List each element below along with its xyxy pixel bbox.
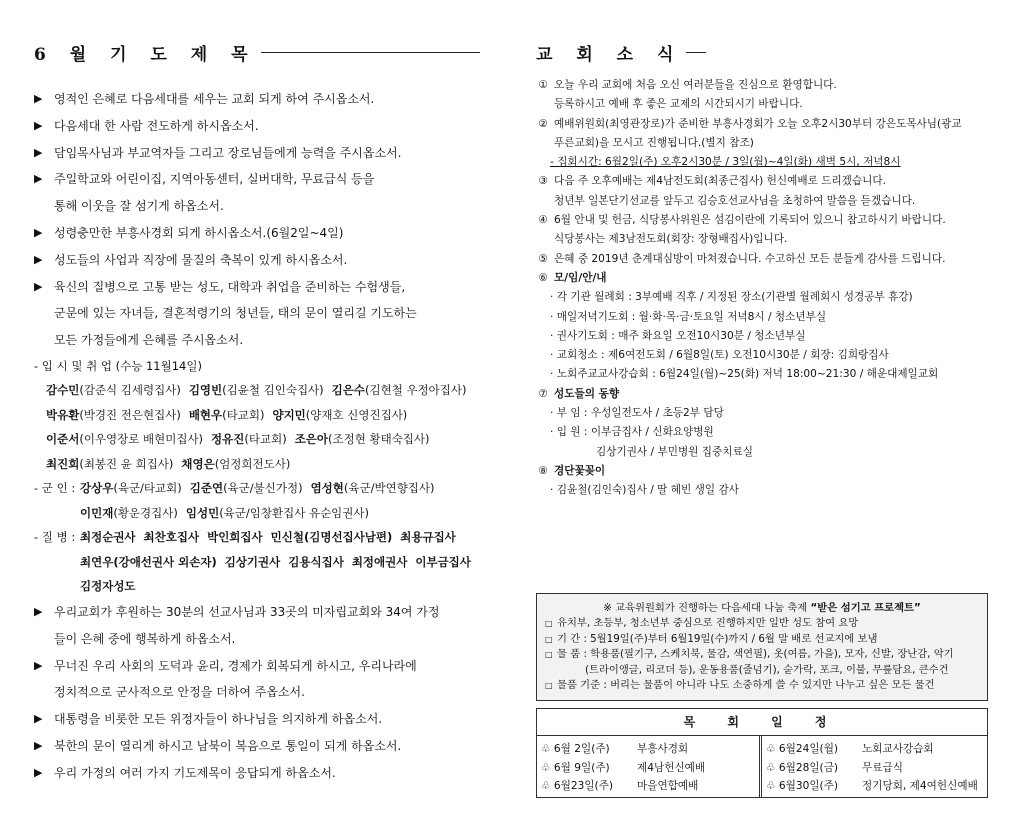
news-text: 성도들의 동향 — [554, 387, 620, 400]
project-item — [537, 632, 987, 648]
name-list — [80, 501, 377, 526]
person-note: (김윤철 김인숙집사) — [222, 383, 324, 398]
news-text: · 권사기도회 : 매주 화요일 오전10시30분 / 청소년부실 — [550, 329, 806, 342]
news-item — [536, 404, 990, 423]
schedule-title: 목 회 일 정 — [537, 709, 987, 736]
person — [271, 530, 393, 544]
bullet-triangle-icon: ▶ — [34, 658, 43, 672]
schedule-event: 정기당회, 제4여헌신예배 — [862, 780, 978, 792]
prayer-text: 대통령을 비롯한 모든 위정자들이 하나님을 의지하게 하옵소서. — [54, 712, 383, 727]
news-item — [536, 153, 990, 172]
news-item — [536, 443, 990, 462]
prayer-item — [34, 626, 480, 653]
bullet-triangle-icon: ▶ — [34, 92, 43, 105]
person-name: 김정자성도 — [80, 579, 136, 594]
news-item — [536, 211, 990, 230]
news-title: 교 회 소 식 — [536, 45, 683, 65]
person-name: 이준서 — [46, 432, 80, 447]
project-text: 물 품 : 학용품(필기구, 스케치북, 물감, 색연필), 옷(여름, 가을), 모자, 신발, 장난감, 악기 — [557, 648, 954, 660]
prayer-item — [34, 274, 480, 301]
project-item — [537, 647, 987, 663]
person — [80, 481, 182, 495]
prayer-text: 영적인 은혜로 다음세대를 세우는 교회 되게 하여 주시옵소서. — [54, 92, 375, 106]
news-number: ⑤ — [538, 252, 548, 265]
person-name: 김상기권사 — [224, 554, 281, 569]
news-number: ④ — [538, 214, 548, 227]
news-item — [536, 115, 990, 134]
schedule-box — [536, 708, 988, 798]
person-note: (최봉진 윤 희집사) — [79, 456, 174, 471]
person — [80, 555, 217, 569]
person-name: 배현우 — [188, 407, 223, 422]
person-name: 김용식집사 — [288, 554, 344, 569]
prayer-item — [34, 300, 480, 327]
bullet-triangle-icon: ▶ — [34, 252, 43, 266]
name-list — [46, 403, 415, 428]
schedule-event: 마을연합예배 — [637, 780, 699, 792]
news-text: 푸른교회)을 모시고 진행됩니다.(별지 참조) — [554, 136, 754, 149]
person-name: 김은수 — [331, 383, 365, 398]
person-name: 김준연 — [189, 481, 224, 496]
person-note: (엄정희전도사) — [214, 456, 291, 471]
clover-icon: ♧ — [541, 743, 554, 755]
news-item — [536, 250, 990, 269]
name-row — [34, 501, 480, 526]
news-item — [536, 462, 990, 481]
news-text: 다음 주 오후예배는 제4남전도회(최종근집사) 헌신예배로 드리겠습니다. — [554, 175, 886, 188]
bullet-triangle-icon: ▶ — [34, 145, 43, 159]
prayer-item — [34, 140, 480, 167]
news-item — [536, 192, 990, 211]
news-number: ① — [538, 79, 548, 91]
news-item — [536, 423, 990, 442]
news-number: ⑦ — [538, 387, 548, 400]
bullet-triangle-icon: ▶ — [34, 765, 43, 779]
news-item — [536, 308, 990, 327]
square-bullet-icon: □ — [545, 650, 553, 659]
person-note: (이우영장로 배현미집사) — [79, 432, 204, 447]
prayer-item — [34, 247, 480, 274]
person-name: 최용규집사 — [400, 530, 456, 545]
square-bullet-icon: □ — [545, 619, 553, 628]
person-note: (육군/불신가정) — [223, 481, 303, 496]
name-list — [46, 378, 474, 403]
schedule-event: 부흥사경회 — [637, 743, 689, 755]
news-item — [536, 134, 990, 153]
schedule-date — [766, 740, 846, 759]
name-row — [34, 378, 480, 403]
news-text: 모/임/안/내 — [554, 271, 607, 284]
schedule-date — [541, 740, 621, 759]
bullet-triangle-icon: ▶ — [34, 604, 43, 618]
news-item — [536, 365, 990, 384]
prayer-text: 우리교회가 후원하는 30분의 선교사님과 33곳의 미자립교회와 34여 가정 — [54, 604, 440, 619]
date-text: 6월 2일(주) — [553, 743, 610, 755]
schedule-left — [537, 736, 762, 798]
prayer-text: 무너진 우리 사회의 도덕과 윤리, 경제가 회복되게 하시고, 우리나라에 — [54, 658, 417, 673]
bullet-triangle-icon: ▶ — [34, 172, 43, 186]
person-note: (조정현 황태숙집사) — [328, 432, 430, 447]
person-note: (박경진 전은현집사) — [79, 407, 181, 422]
person-name: 최찬호집사 — [143, 530, 200, 545]
prayer-text: 주일학교와 어린이집, 지역아동센터, 실버대학, 무료급식 등을 — [54, 172, 375, 187]
news-text: · 매일저녁기도회 : 월·화·목·금·토요일 저녁8시 / 청소년부실 — [550, 310, 827, 323]
prayer-item — [34, 220, 480, 247]
news-item — [536, 288, 990, 307]
project-text: 기 간 : 5월19일(주)부터 6월19일(수)까지 / 6월 말 배로 선교지에 보냄 — [557, 632, 878, 645]
person-note: (황운경집사) — [113, 505, 178, 520]
project-item — [537, 616, 987, 632]
news-item — [536, 346, 990, 365]
person-note: (타교회) — [244, 432, 287, 447]
person-name: 최정순권사 — [80, 530, 136, 545]
person-name: 이민재 — [80, 505, 114, 520]
person-name: 최연우(강애선권사 외손자) — [80, 554, 217, 569]
prayer-text: 다음세대 한 사람 전도하게 하시옵소서. — [54, 118, 259, 133]
prayer-item — [34, 113, 480, 140]
person-name: 채영은 — [181, 456, 215, 471]
prayer-text: 북한의 문이 열리게 하시고 남북이 복음으로 통일이 되게 하옵소서. — [54, 738, 402, 753]
prayer-item — [34, 760, 480, 787]
news-text: · 노회주교교사강습회 : 6월24일(월)~25(화) 저녁 18:00~21:30 / 해운대제일교회 — [550, 368, 939, 381]
person-name: 조은아 — [294, 432, 329, 447]
date-text: 6월 9일(주) — [553, 761, 610, 774]
category-label: - 질 병 : — [34, 530, 76, 545]
name-list — [80, 525, 464, 550]
person-name: 감수민 — [46, 383, 80, 398]
schedule-item — [766, 777, 987, 796]
name-row — [34, 476, 480, 501]
news-number: ⑥ — [538, 271, 548, 284]
news-text: 등록하시고 예배 후 좋은 교제의 시간되시기 바랍니다. — [554, 98, 803, 111]
person — [46, 457, 173, 471]
person — [225, 555, 281, 569]
date-text: 6월24일(월) — [778, 743, 839, 755]
news-text: 오늘 우리 교회에 처음 오신 여러분들을 진심으로 환영합니다. — [554, 79, 837, 91]
news-text: 청년부 일본단기선교를 앞두고 김승호선교사님을 초청하여 말씀을 듣겠습니다. — [554, 194, 916, 207]
news-text: 경단꽃꽂이 — [554, 464, 606, 477]
person — [189, 383, 324, 397]
prayer-text: 모든 가정들에게 은혜를 주시옵소서. — [54, 333, 244, 348]
schedule-item — [541, 777, 759, 796]
person — [189, 408, 265, 422]
news-item — [536, 172, 990, 191]
prayer-list — [34, 86, 480, 787]
bullet-triangle-icon: ▶ — [34, 225, 43, 239]
person — [352, 555, 408, 569]
schedule-date — [766, 759, 846, 778]
person — [288, 555, 344, 569]
prayer-item — [34, 86, 480, 113]
prayer-item — [34, 166, 480, 193]
person — [415, 555, 471, 569]
project-notice-title: ※ 교육위원회가 진행하는 다음세대 나눔 축제 “받은 섬기고 프로젝트” — [603, 602, 921, 614]
news-number: ⑧ — [538, 464, 548, 477]
prayer-text: 군문에 있는 자녀들, 결혼적령기의 청년들, 태의 문이 열리길 기도하는 — [54, 306, 417, 321]
name-row — [34, 574, 480, 599]
news-item — [536, 481, 990, 500]
person-note: (육군/박연향집사) — [343, 481, 435, 496]
news-item — [536, 327, 990, 346]
person — [332, 383, 467, 397]
news-item — [536, 76, 990, 95]
clover-icon: ♧ — [541, 761, 554, 774]
name-row — [34, 525, 480, 550]
person — [211, 432, 287, 446]
prayer-text: 우리 가정의 여러 가지 기도제목이 응답되게 하옵소서. — [54, 765, 336, 780]
bullet-triangle-icon: ▶ — [34, 118, 43, 132]
schedule-item — [541, 740, 759, 759]
schedule-item — [541, 759, 759, 778]
news-section-header — [536, 40, 706, 65]
person-note: (김현철 우정아집사) — [364, 383, 467, 398]
schedule-item — [766, 740, 987, 759]
clover-icon: ♧ — [766, 761, 779, 774]
news-text: 은혜 중 2019년 춘계대심방이 마쳐졌습니다. 수고하신 모든 분들게 감사를 드립니다. — [554, 252, 946, 265]
person — [46, 383, 181, 397]
project-text: 물품 기준 : 버리는 물품이 아니라 나도 소중하게 쓸 수 있지만 나누고 싶은 모든 물건 — [557, 679, 935, 691]
prayer-text: 담임목사님과 부교역자들 그리고 장로님들에게 능력을 주시옵소서. — [54, 145, 402, 160]
schedule-right — [762, 736, 987, 798]
prayer-text: 정치적으로 군사적으로 안정을 더하여 주옵소서. — [54, 685, 305, 700]
name-list — [80, 476, 443, 501]
clover-icon: ♧ — [541, 780, 554, 792]
person-name: 최정애권사 — [351, 554, 408, 569]
prayer-item — [34, 193, 480, 220]
project-item — [537, 663, 987, 679]
schedule-event: 무료급식 — [862, 761, 903, 774]
square-bullet-icon: □ — [545, 634, 553, 644]
name-row — [34, 550, 480, 575]
news-list — [536, 76, 990, 501]
prayer-text: 육신의 질병으로 고통 받는 성도, 대학과 취업을 준비하는 수험생들, — [54, 279, 406, 294]
person-note: (육군/임창환집사 유순임권사) — [219, 505, 369, 520]
exam-label: - 입 시 및 취 업 (수능 11월14일) — [34, 358, 202, 373]
title-rule — [686, 52, 706, 53]
news-text: · 교회청소 : 제6여전도회 / 6월8일(토) 오전10시30분 / 회장: 김희랑집사 — [550, 349, 889, 362]
person-name: 양지민 — [272, 407, 306, 422]
prayer-title: 6 월 기 도 제 목 — [34, 45, 257, 65]
news-number: ③ — [538, 175, 548, 188]
person-name: 강상우 — [80, 481, 114, 496]
title-rule — [261, 52, 480, 53]
news-text: - 집회시간: 6월2일(주) 오후2시30분 / 3일(월)~4일(화) 새벽 5시, 저녁8시 — [550, 156, 901, 169]
prayer-item — [34, 679, 480, 706]
news-text: · 입 원 : 이부금집사 / 신화요양병원 — [550, 426, 714, 439]
exam-label-row — [34, 354, 480, 379]
news-text: 식당봉사는 제3남전도회(회장: 장형배집사)입니다. — [554, 233, 788, 246]
person — [80, 506, 178, 520]
name-list — [80, 550, 479, 575]
person — [46, 408, 181, 422]
news-item — [536, 269, 990, 288]
person — [207, 530, 263, 544]
prayer-item — [34, 706, 480, 733]
category-label: - 군 인 : — [34, 481, 76, 496]
person — [186, 506, 369, 520]
schedule-item — [766, 759, 987, 778]
square-bullet-icon: □ — [545, 681, 553, 690]
prayer-item — [34, 733, 480, 760]
person — [400, 530, 456, 544]
project-notice-box — [536, 593, 988, 701]
person-name: 정유진 — [211, 432, 245, 447]
name-row — [34, 403, 480, 428]
prayer-section-header — [34, 40, 480, 65]
prayer-text: 통해 이웃을 잘 섬기게 하옵소서. — [54, 199, 224, 214]
person — [80, 579, 136, 593]
schedule-date — [766, 777, 846, 796]
news-number: ② — [538, 117, 548, 130]
news-item — [536, 230, 990, 249]
schedule-event: 제4남헌신예배 — [637, 761, 706, 774]
person-name: 최진희 — [46, 456, 80, 471]
prayer-item — [34, 653, 480, 680]
project-text: (트라이앵글, 리코더 등), 운동용품(줄넘기), 숟가락, 포크, 이불, 무릎담요, 큰수건 — [585, 663, 949, 676]
name-list — [46, 427, 438, 452]
person-note: (타교회) — [222, 407, 265, 422]
date-text: 6월23일(주) — [553, 780, 614, 792]
person-note: (양재호 신영진집사) — [305, 407, 408, 422]
news-item — [536, 385, 990, 404]
person — [295, 432, 430, 446]
person-name: 박유환 — [46, 407, 80, 422]
bullet-triangle-icon: ▶ — [34, 712, 43, 726]
name-row — [34, 427, 480, 452]
person-name: 박인희집사 — [207, 530, 263, 545]
person-name: 김영빈 — [188, 383, 223, 398]
bullet-triangle-icon: ▶ — [34, 279, 43, 293]
person-name: 민신철(김명선집사남편) — [270, 530, 393, 545]
person — [181, 457, 290, 471]
project-text: 유치부, 초등부, 청소년부 중심으로 진행하지만 일반 성도 참여 요망 — [557, 617, 859, 629]
news-text: 김상기권사 / 부민병원 집중치료실 — [596, 445, 753, 458]
name-list — [46, 452, 298, 477]
person-name: 이부금집사 — [415, 554, 471, 569]
news-text: · 부 임 : 우성일전도사 / 초등2부 담당 — [550, 407, 724, 420]
person — [46, 432, 203, 446]
prayer-item — [34, 599, 480, 626]
schedule-date — [541, 759, 621, 778]
prayer-text: 들이 은혜 중에 행복하게 하옵소서. — [54, 631, 236, 646]
person-name: 임성민 — [185, 505, 220, 520]
date-text: 6월30일(주) — [778, 780, 839, 792]
person — [190, 481, 303, 495]
news-text: 6월 안내 및 헌금, 식당봉사위원은 섬김이란에 기록되어 있으니 참고하시기 바랍니다. — [554, 214, 946, 227]
clover-icon: ♧ — [766, 780, 779, 792]
name-list — [80, 574, 144, 599]
news-item — [536, 95, 990, 114]
name-row — [34, 452, 480, 477]
person — [144, 530, 200, 544]
person — [311, 481, 435, 495]
prayer-item — [34, 327, 480, 354]
person-note: (육군/타교회) — [113, 481, 182, 496]
person — [80, 530, 136, 544]
clover-icon: ♧ — [766, 743, 779, 755]
person — [272, 408, 407, 422]
bullet-triangle-icon: ▶ — [34, 738, 43, 752]
news-text: · 김윤철(김인숙)집사 / 딸 혜빈 생일 감사 — [550, 484, 739, 497]
schedule-date — [541, 777, 621, 796]
schedule-event: 노회교사강습회 — [862, 743, 934, 755]
project-item — [537, 678, 987, 694]
person-name: 염성현 — [310, 481, 344, 496]
prayer-text: 성도들의 사업과 직장에 물질의 축복이 있게 하시옵소서. — [54, 252, 348, 267]
date-text: 6월28일(금) — [778, 761, 839, 774]
person-note: (감준식 김세령집사) — [79, 383, 181, 398]
prayer-text: 성령충만한 부흥사경회 되게 하시옵소서.(6월2일~4일) — [54, 225, 344, 240]
news-text: · 각 기관 월례회 : 3부예배 직후 / 지정된 장소(기관별 월례회시 성경공부 휴강) — [550, 291, 913, 304]
news-text: 예배위원회(최영관장로)가 준비한 부흥사경회가 오늘 오후2시30부터 강은도목사님(광교 — [554, 117, 962, 130]
